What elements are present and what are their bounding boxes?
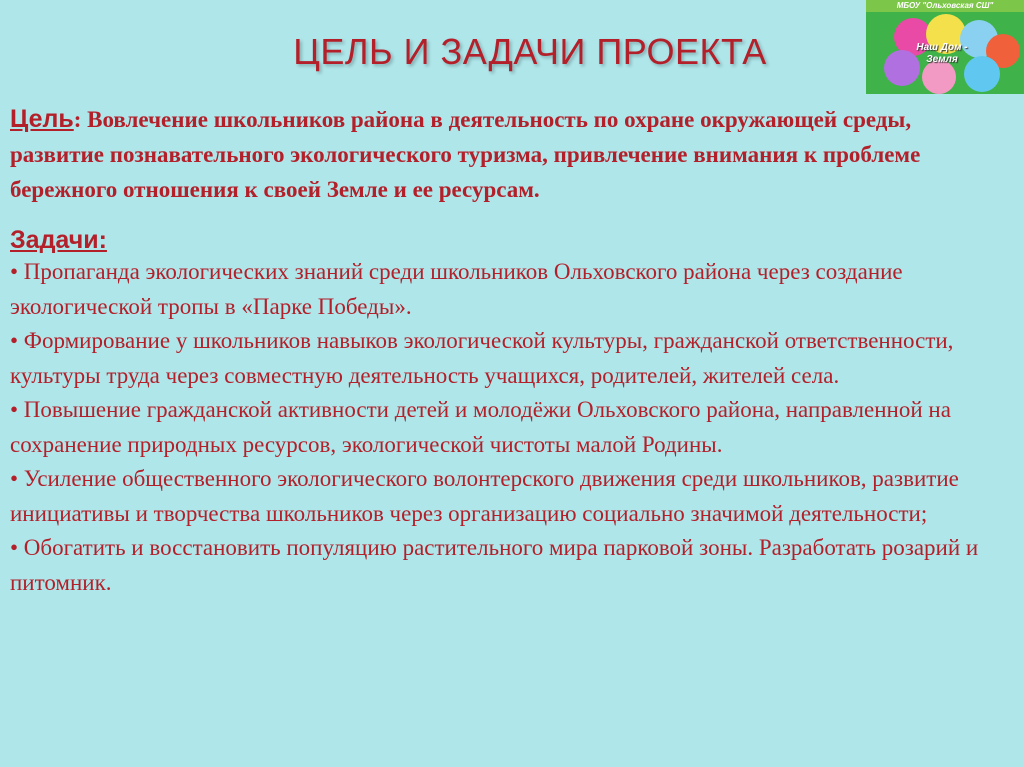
logo-badge-line2: Земля (926, 54, 958, 65)
task-item: • Пропаганда экологических знаний среди школьников Ольховского района через создание экологической тропы в «Парке Победы». (10, 259, 903, 319)
goal-label: Цель (10, 105, 74, 133)
task-item: • Обогатить и восстановить популяцию растительного мира парковой зоны. Разработать розарий и питомник. (10, 535, 979, 595)
slide-title: ЦЕЛЬ И ЗАДАЧИ ПРОЕКТА (293, 31, 767, 72)
slide-content (10, 102, 1010, 600)
goal-paragraph (10, 102, 1010, 207)
goal-text: : Вовлечение школьников района в деятельность по охране окружающей среды, развитие познавательного экологического туризма, привлечение внимания к проблеме бережного отношения к своей Земле и ее ресурсам. (10, 107, 921, 202)
tasks-heading: Задачи: (10, 226, 107, 254)
task-item: • Усиление общественного экологического волонтерского движения среди школьников, развитие инициативы и творчества школьников через организацию социально значимой деятельности; (10, 466, 959, 526)
logo-badge (914, 42, 970, 76)
logo-badge-line1: Наш Дом - (916, 42, 968, 53)
task-item: • Повышение гражданской активности детей и молодёжи Ольховского района, направленной на сохранение природных ресурсов, экологической чистоты малой Родины. (10, 397, 951, 457)
task-item: • Формирование у школьников навыков экологической культуры, гражданской ответственности, культуры труда через совместную деятельность учащихся, родителей, жителей села. (10, 328, 954, 388)
logo-school-name: МБОУ "Ольховская СШ" (896, 1, 994, 10)
school-logo (866, 0, 1024, 94)
